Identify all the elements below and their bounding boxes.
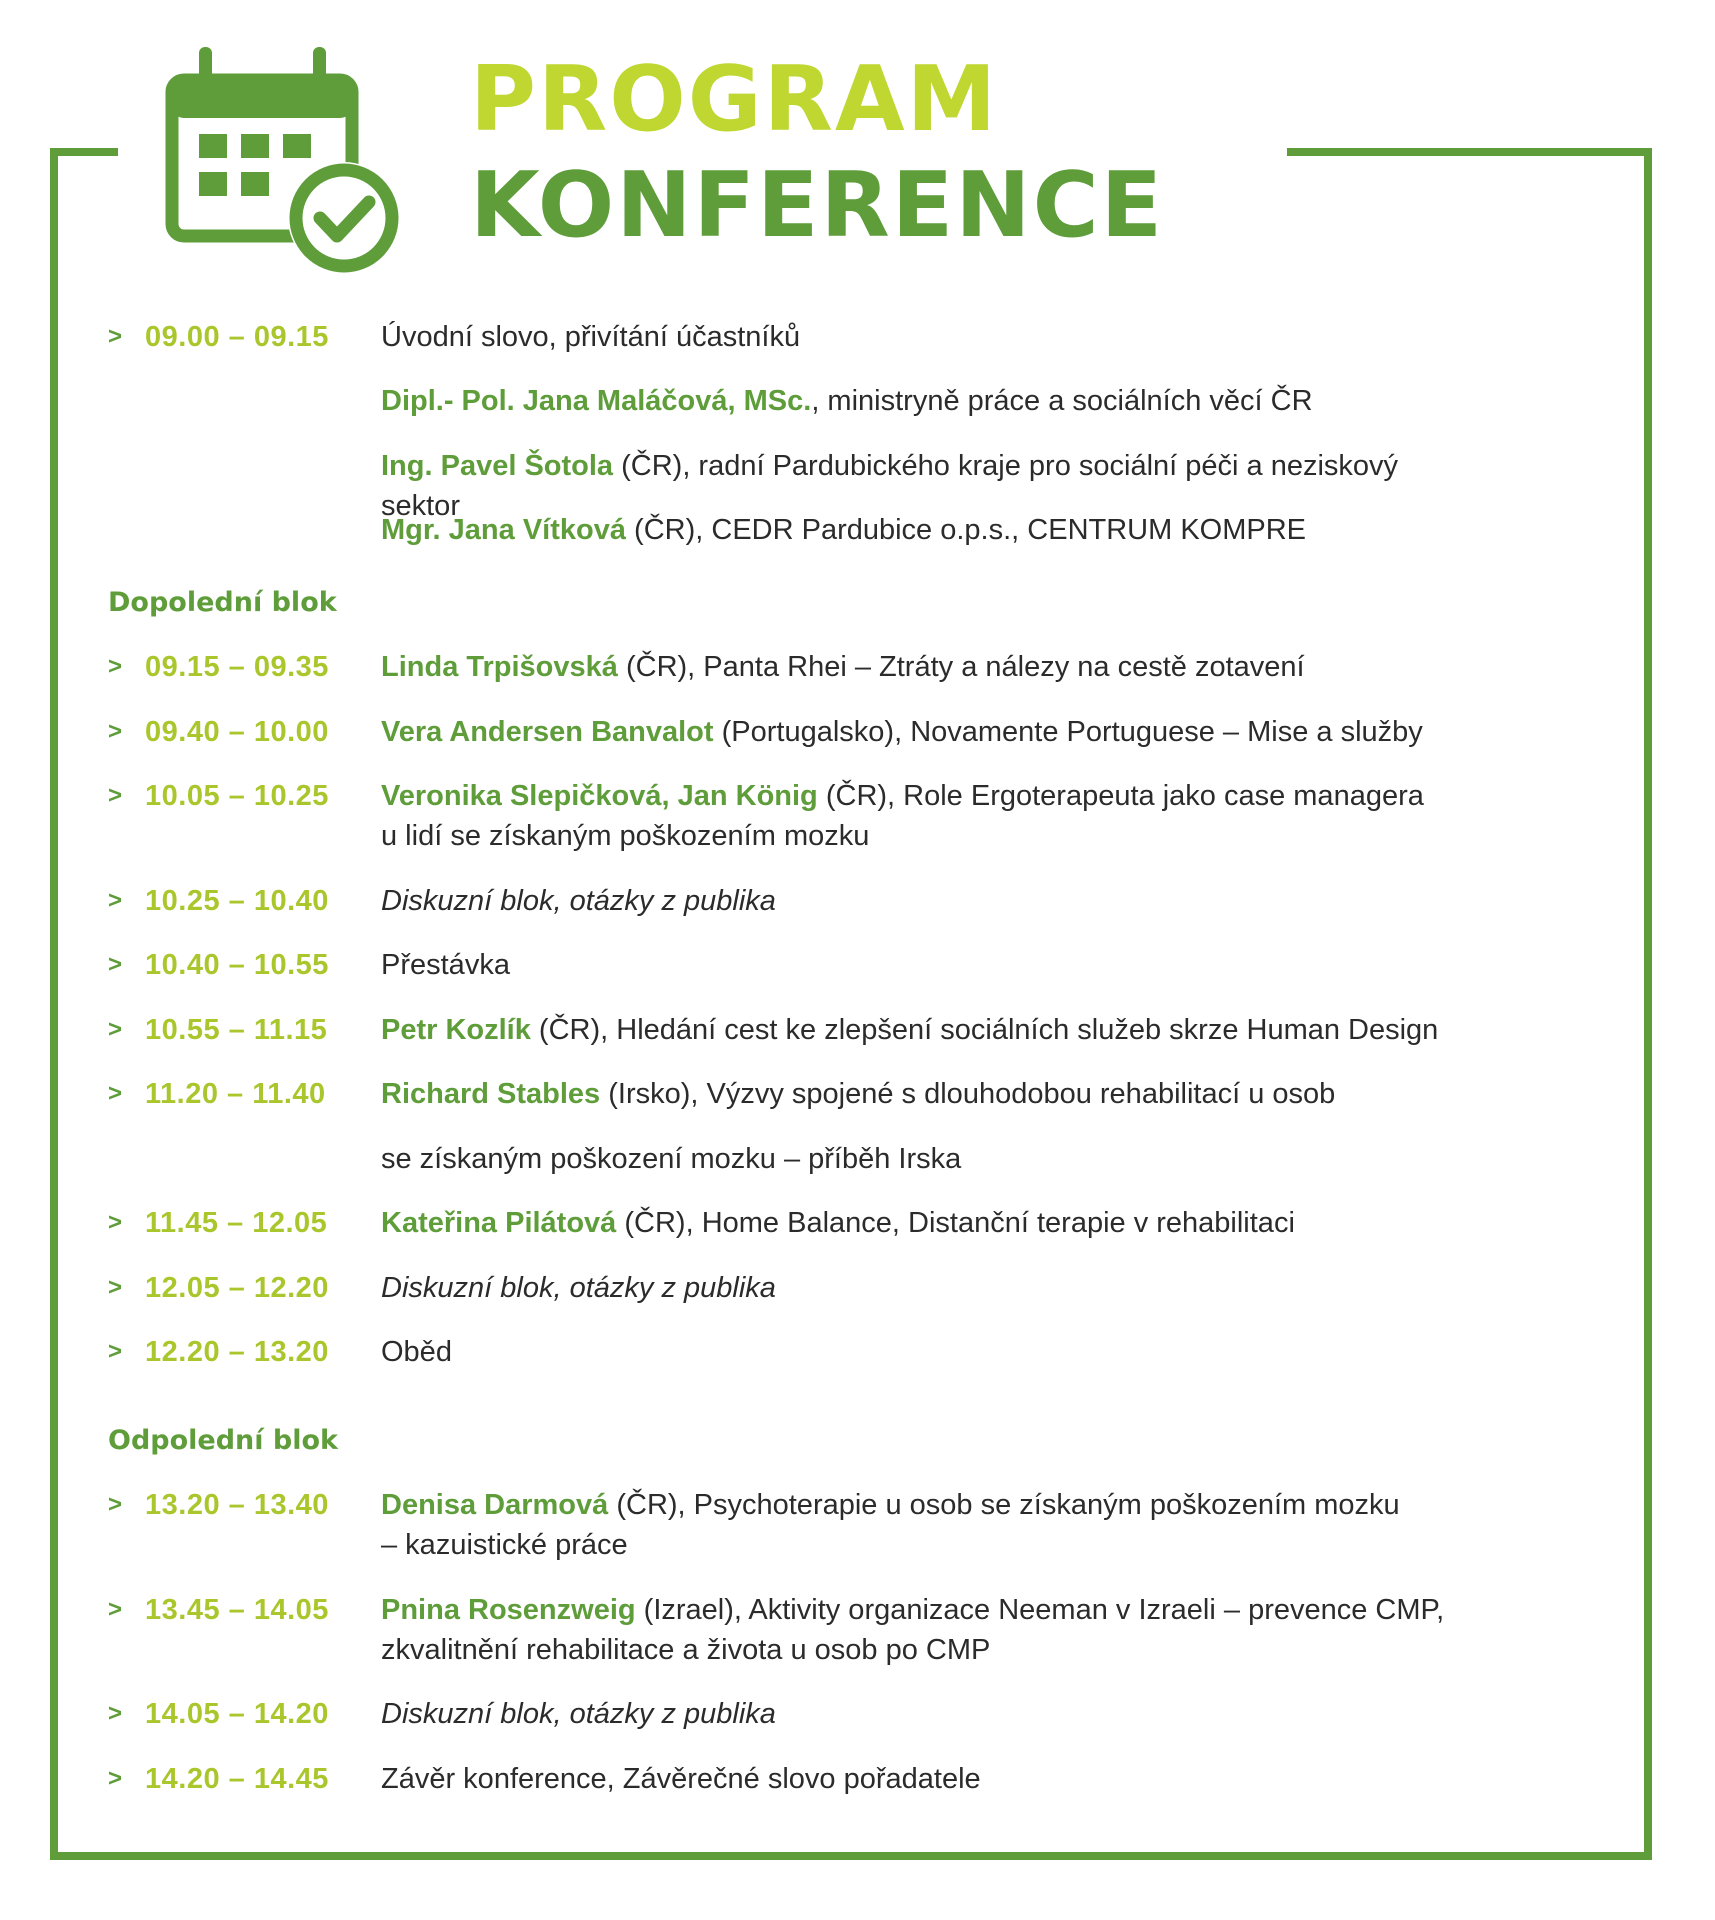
- chevron-right-icon: >: [108, 1274, 123, 1301]
- time-range: 10.05 – 10.25: [145, 780, 329, 812]
- speaker-name: Mgr. Jana Vítková: [381, 514, 626, 546]
- time-range: 14.05 – 14.20: [145, 1698, 329, 1730]
- speaker-info: , ministryně práce a sociálních věcí ČR: [811, 385, 1313, 417]
- time-range: 13.45 – 14.05: [145, 1594, 329, 1626]
- calendar-check-icon: [165, 42, 405, 277]
- program-description: Závěr konference, Závěrečné slovo pořadatele: [381, 1763, 981, 1795]
- program-description: Kateřina Pilátová (ČR), Home Balance, Distanční terapie v rehabilitaci: [381, 1207, 1295, 1239]
- chevron-right-icon: >: [108, 718, 123, 745]
- program-description: Richard Stables (Irsko), Výzvy spojené s dlouhodobou rehabilitací u osob: [381, 1078, 1336, 1110]
- speaker-name: Linda Trpišovská: [381, 651, 618, 683]
- speaker-name: Pnina Rosenzweig: [381, 1594, 636, 1626]
- chevron-right-icon: >: [108, 653, 123, 680]
- speaker-info: (ČR), radní Pardubického kraje pro sociální péči a neziskový sektor: [381, 450, 1399, 522]
- chevron-right-icon: >: [108, 1016, 123, 1043]
- speaker-name: Vera Andersen Banvalot: [381, 716, 714, 748]
- time-range: 10.25 – 10.40: [145, 885, 329, 917]
- time-range: 12.05 – 12.20: [145, 1272, 329, 1304]
- chevron-right-icon: >: [108, 1080, 123, 1107]
- program-description: Petr Kozlík (ČR), Hledání cest ke zlepšení sociálních služeb skrze Human Design: [381, 1014, 1439, 1046]
- title-line-konference: KONFERENCE: [470, 153, 1165, 258]
- frame-top-right-segment: [1287, 148, 1652, 156]
- section-heading-morning: Dopolední blok: [108, 587, 337, 618]
- speaker-info: (ČR), CEDR Pardubice o.p.s., CENTRUM KOMPRE: [626, 514, 1307, 546]
- chevron-right-icon: >: [108, 887, 123, 914]
- frame-top-left-segment: [50, 148, 118, 156]
- program-description: Pnina Rosenzweig (Izrael), Aktivity organizace Neeman v Izraeli – prevence CMP, zkvalitnění rehabilitace a života u osob po CMP: [381, 1594, 1445, 1666]
- speaker-name: Kateřina Pilátová: [381, 1207, 617, 1239]
- speaker-name: Petr Kozlík: [381, 1014, 531, 1046]
- time-range: 13.20 – 13.40: [145, 1489, 329, 1521]
- speaker-name: Ing. Pavel Šotola: [381, 450, 614, 482]
- time-range: 12.20 – 13.20: [145, 1336, 329, 1368]
- section-heading-afternoon: Odpolední blok: [108, 1425, 339, 1456]
- time-range: 09.40 – 10.00: [145, 716, 329, 748]
- time-range: 14.20 – 14.45: [145, 1763, 329, 1795]
- program-description: Diskuzní blok, otázky z publika: [381, 885, 776, 917]
- chevron-right-icon: >: [108, 782, 123, 809]
- chevron-right-icon: >: [108, 1700, 123, 1727]
- speaker-name: Richard Stables: [381, 1078, 601, 1110]
- program-description: Úvodní slovo, přivítání účastníků: [381, 321, 801, 353]
- program-description: Denisa Darmová (ČR), Psychoterapie u osob se získaným poškozením mozku – kazuistické práce: [381, 1489, 1400, 1561]
- program-description: Veronika Slepičková, Jan König (ČR), Role Ergoterapeuta jako case managera u lidí se získaným poškozením mozku: [381, 780, 1424, 852]
- time-range: 09.15 – 09.35: [145, 651, 329, 683]
- page-title: [470, 47, 1165, 262]
- time-range: 11.45 – 12.05: [145, 1207, 328, 1239]
- program-description: Diskuzní blok, otázky z publika: [381, 1698, 776, 1730]
- chevron-right-icon: >: [108, 323, 123, 350]
- chevron-right-icon: >: [108, 951, 123, 978]
- speaker-name: Denisa Darmová: [381, 1489, 609, 1521]
- chevron-right-icon: >: [108, 1338, 123, 1365]
- program-description: Oběd: [381, 1336, 452, 1368]
- time-range: 10.55 – 11.15: [145, 1014, 328, 1046]
- time-range: 11.20 – 11.40: [145, 1078, 326, 1110]
- speaker-name: Veronika Slepičková, Jan König: [381, 780, 818, 812]
- chevron-right-icon: >: [108, 1765, 123, 1792]
- chevron-right-icon: >: [108, 1209, 123, 1236]
- program-description: Přestávka: [381, 949, 510, 981]
- program-description: Vera Andersen Banvalot (Portugalsko), Novamente Portuguese – Mise a služby: [381, 716, 1423, 748]
- chevron-right-icon: >: [108, 1596, 123, 1623]
- chevron-right-icon: >: [108, 1491, 123, 1518]
- speaker-name: Dipl.- Pol. Jana Maláčová, MSc.: [381, 385, 812, 417]
- title-line-program: PROGRAM: [470, 47, 999, 152]
- program-description: Diskuzní blok, otázky z publika: [381, 1272, 776, 1304]
- time-range: 09.00 – 09.15: [145, 321, 329, 353]
- time-range: 10.40 – 10.55: [145, 949, 329, 981]
- program-description: Linda Trpišovská (ČR), Panta Rhei – Ztráty a nálezy na cestě zotavení: [381, 651, 1305, 683]
